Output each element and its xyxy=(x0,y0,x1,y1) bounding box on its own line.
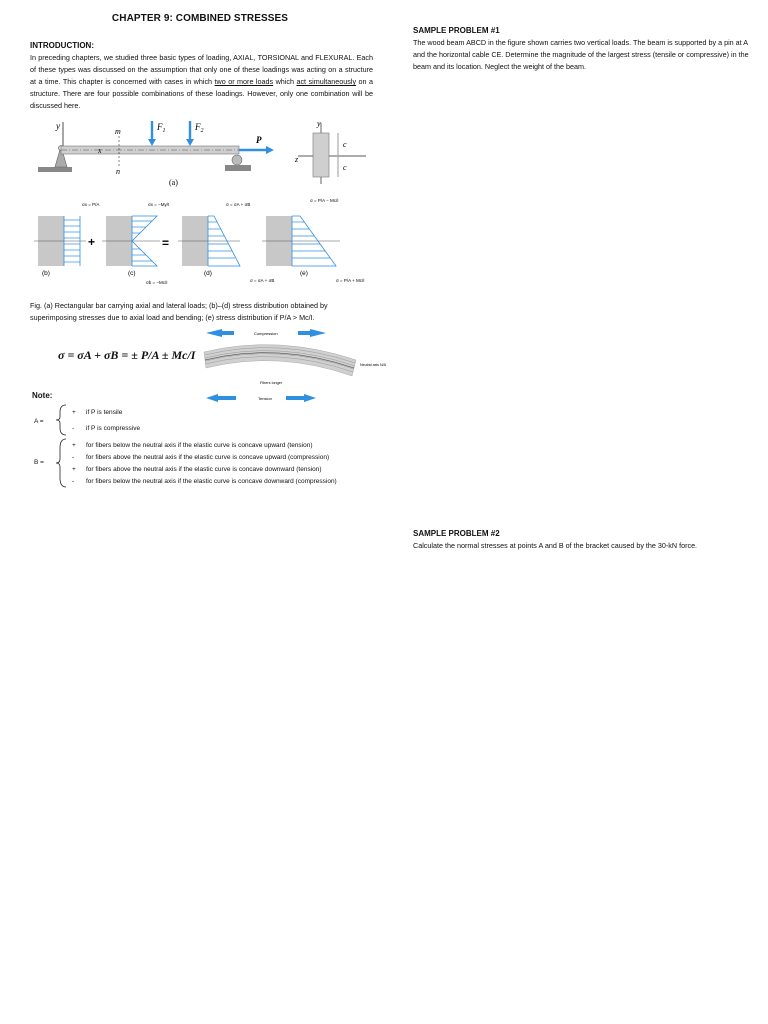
z-label: z xyxy=(295,155,299,164)
note-heading: Note: xyxy=(32,391,53,400)
fibers-longer-label: Fibers longer xyxy=(260,381,283,385)
note-b-item: + for fibers above the neutral axis if the elastic curve is concave downward (tension) xyxy=(72,466,322,473)
note-b-item: - for fibers below the neutral axis if the elastic curve is concave downward (compression) xyxy=(72,478,337,485)
label-sigma-pa: σx = P/A xyxy=(82,202,100,207)
y-label: y xyxy=(56,121,60,131)
figure-stress-distributions xyxy=(30,194,380,290)
sample-problem-1-heading: SAMPLE PROBLEM #1 xyxy=(413,26,500,35)
f2-label: $F_2$ xyxy=(195,122,204,134)
n-label: n xyxy=(116,167,120,176)
label-e: (e) xyxy=(300,270,308,277)
label-sigma-d: σ = σA + σB xyxy=(250,278,275,283)
f1-label: $F_1$ xyxy=(157,122,166,134)
label-sigma-pa-mc: σ = P/A − Mc/I xyxy=(310,198,339,203)
tension-label: Tension xyxy=(258,396,272,401)
cross-section xyxy=(313,133,329,177)
compression-label: Compression xyxy=(254,331,278,336)
sample-problem-1-text: The wood beam ABCD in the figure shown carries two vertical loads. The beam is supported by a pin at A and the horizontal cable CE. Determine the magnitude of the largest stress (tensile or compressive) in the beam and its location. Neglect the weight of the beam. xyxy=(413,38,749,71)
curved-beam-diagram xyxy=(198,326,386,406)
note-b-list xyxy=(72,440,337,488)
brace-b xyxy=(54,438,68,488)
svg-text:y: y xyxy=(317,119,321,128)
x-label: x xyxy=(98,146,102,155)
p-label: P xyxy=(256,135,262,145)
compression-arrow-right xyxy=(298,329,326,337)
ground-right xyxy=(225,165,251,171)
c-bottom-label: c xyxy=(343,163,347,172)
label-sigma-my: σx = −My/I xyxy=(148,202,170,207)
ground-left xyxy=(38,167,72,172)
introduction-heading: INTRODUCTION: xyxy=(30,41,94,50)
label-sigma-b: σb = −Mc/I xyxy=(146,280,168,285)
note-a-list xyxy=(72,405,140,437)
note-a-item: - if P is compressive xyxy=(72,425,141,432)
roller-support xyxy=(232,155,242,165)
sigma-a-label: A = xyxy=(34,418,44,425)
sample-problem-2-heading: SAMPLE PROBLEM #2 xyxy=(413,529,500,538)
note-a-item: + if P is tensile xyxy=(72,409,123,416)
introduction-paragraph: In preceding chapters, we studied three basic types of loading, AXIAL, TORSIONAL and FLEXURAL. Each of these types was discussed on the assumption that only one of these loadings was acting on a structure at a time. This chapter is concerned with cases in which two or more loads which act simultaneously on a structure. There are four possible combinations of these loadings. However, only one combination will be discussed here. xyxy=(30,53,374,110)
figure-caption: Fig. (a) Rectangular bar carrying axial and lateral loads; (b)–(d) stress distribution obtained by superimposing stresses due to axial load and bending; (e) stress distribution if P/A > Mc/I. xyxy=(30,301,328,322)
label-c: (c) xyxy=(128,270,136,277)
label-sigma-sum: σ = σA + σB xyxy=(226,202,251,207)
note-b-item: + for fibers below the neutral axis if the elastic curve is concave upward (tension) xyxy=(72,442,313,449)
compression-arrow-left xyxy=(206,329,234,337)
sample-problem-2-text: Calculate the normal stresses at points A and B of the bracket caused by the 30-kN force. xyxy=(413,541,698,550)
figure-a-beam xyxy=(30,118,380,196)
tension-arrow-right xyxy=(286,394,316,402)
brace-a xyxy=(54,404,68,436)
sigma-b-label: B = xyxy=(34,459,44,466)
c-top-label: c xyxy=(343,140,347,149)
tension-arrow-left xyxy=(206,394,236,402)
equals-sign: = xyxy=(162,236,170,250)
label-sigma-e: σ = P/A + Mc/I xyxy=(336,278,365,283)
label-d: (d) xyxy=(204,270,212,277)
curved-beam xyxy=(204,345,356,376)
combined-stress-formula: σ = σA + σB = ± P/A ± Mc/I xyxy=(58,348,196,362)
note-b-item: - for fibers above the neutral axis if the elastic curve is concave upward (compression) xyxy=(72,454,330,461)
m-label: m xyxy=(115,127,121,136)
label-b: (b) xyxy=(42,270,50,277)
label-a: (a) xyxy=(169,178,178,187)
plus-sign: + xyxy=(88,235,96,249)
chapter-title: CHAPTER 9: COMBINED STRESSES xyxy=(111,13,289,24)
neutral-axis-label: Neutral axis N/A xyxy=(360,363,386,367)
